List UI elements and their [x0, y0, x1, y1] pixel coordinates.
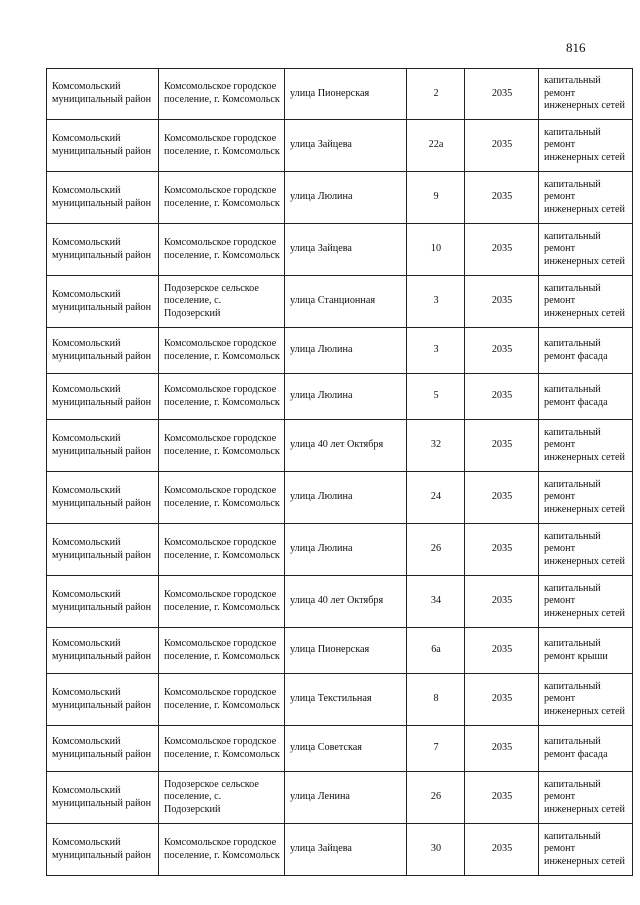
district-cell: Комсомольский муниципальный район [47, 472, 159, 524]
year-cell: 2035 [465, 328, 539, 374]
table-row [47, 224, 633, 276]
district-cell: Комсомольский муниципальный район [47, 726, 159, 772]
settlement-cell: Подозерское сельское поселение, с. Подозерский [159, 276, 285, 328]
year-cell: 2035 [465, 172, 539, 224]
district-cell: Комсомольский муниципальный район [47, 772, 159, 824]
settlement-cell: Комсомольское городское поселение, г. Комсомольск [159, 120, 285, 172]
year-cell: 2035 [465, 824, 539, 876]
street-cell: улица 40 лет Октября [285, 576, 407, 628]
district-cell: Комсомольский муниципальный район [47, 276, 159, 328]
house-number-cell: 30 [407, 824, 465, 876]
table-row [47, 120, 633, 172]
work-type-cell: капитальный ремонт инженерных сетей [539, 420, 633, 472]
work-type-cell: капитальный ремонт фасада [539, 374, 633, 420]
table-row [47, 628, 633, 674]
work-type-cell: капитальный ремонт инженерных сетей [539, 276, 633, 328]
settlement-cell: Комсомольское городское поселение, г. Комсомольск [159, 224, 285, 276]
house-number-cell: 26 [407, 524, 465, 576]
street-cell: улица Люлина [285, 524, 407, 576]
house-number-cell: 10 [407, 224, 465, 276]
district-cell: Комсомольский муниципальный район [47, 628, 159, 674]
work-type-cell: капитальный ремонт инженерных сетей [539, 472, 633, 524]
street-cell: улица Пионерская [285, 69, 407, 120]
year-cell: 2035 [465, 628, 539, 674]
table-row [47, 824, 633, 876]
settlement-cell: Комсомольское городское поселение, г. Комсомольск [159, 726, 285, 772]
district-cell: Комсомольский муниципальный район [47, 374, 159, 420]
year-cell: 2035 [465, 120, 539, 172]
settlement-cell: Комсомольское городское поселение, г. Комсомольск [159, 374, 285, 420]
house-number-cell: 26 [407, 772, 465, 824]
page-number: 816 [566, 40, 586, 55]
work-type-cell: капитальный ремонт инженерных сетей [539, 824, 633, 876]
table-row [47, 420, 633, 472]
settlement-cell: Комсомольское городское поселение, г. Комсомольск [159, 576, 285, 628]
street-cell: улица Люлина [285, 172, 407, 224]
year-cell: 2035 [465, 772, 539, 824]
street-cell: улица 40 лет Октября [285, 420, 407, 472]
house-number-cell: 24 [407, 472, 465, 524]
street-cell: улица Люлина [285, 374, 407, 420]
street-cell: улица Люлина [285, 328, 407, 374]
house-number-cell: 3 [407, 276, 465, 328]
street-cell: улица Зайцева [285, 824, 407, 876]
district-cell: Комсомольский муниципальный район [47, 420, 159, 472]
table-row [47, 172, 633, 224]
house-number-cell: 9 [407, 172, 465, 224]
table-row [47, 374, 633, 420]
table-row [47, 69, 633, 120]
registry-rows [47, 69, 633, 876]
year-cell: 2035 [465, 524, 539, 576]
district-cell: Комсомольский муниципальный район [47, 172, 159, 224]
settlement-cell: Подозерское сельское поселение, с. Подозерский [159, 772, 285, 824]
table-row [47, 472, 633, 524]
year-cell: 2035 [465, 472, 539, 524]
year-cell: 2035 [465, 576, 539, 628]
house-number-cell: 2 [407, 69, 465, 120]
table-row [47, 726, 633, 772]
house-number-cell: 7 [407, 726, 465, 772]
house-number-cell: 34 [407, 576, 465, 628]
work-type-cell: капитальный ремонт инженерных сетей [539, 172, 633, 224]
year-cell: 2035 [465, 420, 539, 472]
street-cell: улица Советская [285, 726, 407, 772]
work-type-cell: капитальный ремонт крыши [539, 628, 633, 674]
settlement-cell: Комсомольское городское поселение, г. Комсомольск [159, 628, 285, 674]
year-cell: 2035 [465, 276, 539, 328]
year-cell: 2035 [465, 224, 539, 276]
house-number-cell: 8 [407, 674, 465, 726]
district-cell: Комсомольский муниципальный район [47, 824, 159, 876]
house-number-cell: 22а [407, 120, 465, 172]
work-type-cell: капитальный ремонт фасада [539, 726, 633, 772]
year-cell: 2035 [465, 69, 539, 120]
table-row [47, 576, 633, 628]
street-cell: улица Текстильная [285, 674, 407, 726]
settlement-cell: Комсомольское городское поселение, г. Комсомольск [159, 328, 285, 374]
year-cell: 2035 [465, 726, 539, 772]
work-type-cell: капитальный ремонт инженерных сетей [539, 120, 633, 172]
year-cell: 2035 [465, 674, 539, 726]
table-row [47, 772, 633, 824]
district-cell: Комсомольский муниципальный район [47, 120, 159, 172]
settlement-cell: Комсомольское городское поселение, г. Комсомольск [159, 824, 285, 876]
table-row [47, 328, 633, 374]
house-number-cell: 5 [407, 374, 465, 420]
settlement-cell: Комсомольское городское поселение, г. Комсомольск [159, 172, 285, 224]
house-number-cell: 32 [407, 420, 465, 472]
work-type-cell: капитальный ремонт инженерных сетей [539, 576, 633, 628]
work-type-cell: капитальный ремонт фасада [539, 328, 633, 374]
settlement-cell: Комсомольское городское поселение, г. Комсомольск [159, 674, 285, 726]
district-cell: Комсомольский муниципальный район [47, 224, 159, 276]
settlement-cell: Комсомольское городское поселение, г. Комсомольск [159, 472, 285, 524]
settlement-cell: Комсомольское городское поселение, г. Комсомольск [159, 524, 285, 576]
district-cell: Комсомольский муниципальный район [47, 328, 159, 374]
street-cell: улица Люлина [285, 472, 407, 524]
registry-table [46, 68, 633, 876]
year-cell: 2035 [465, 374, 539, 420]
table-row [47, 524, 633, 576]
district-cell: Комсомольский муниципальный район [47, 524, 159, 576]
district-cell: Комсомольский муниципальный район [47, 69, 159, 120]
house-number-cell: 3 [407, 328, 465, 374]
table-row [47, 674, 633, 726]
house-number-cell: 6а [407, 628, 465, 674]
district-cell: Комсомольский муниципальный район [47, 674, 159, 726]
work-type-cell: капитальный ремонт инженерных сетей [539, 674, 633, 726]
work-type-cell: капитальный ремонт инженерных сетей [539, 69, 633, 120]
street-cell: улица Зайцева [285, 120, 407, 172]
settlement-cell: Комсомольское городское поселение, г. Комсомольск [159, 420, 285, 472]
table-row [47, 276, 633, 328]
street-cell: улица Пионерская [285, 628, 407, 674]
street-cell: улица Зайцева [285, 224, 407, 276]
work-type-cell: капитальный ремонт инженерных сетей [539, 524, 633, 576]
district-cell: Комсомольский муниципальный район [47, 576, 159, 628]
work-type-cell: капитальный ремонт инженерных сетей [539, 772, 633, 824]
street-cell: улица Ленина [285, 772, 407, 824]
street-cell: улица Станционная [285, 276, 407, 328]
settlement-cell: Комсомольское городское поселение, г. Комсомольск [159, 69, 285, 120]
work-type-cell: капитальный ремонт инженерных сетей [539, 224, 633, 276]
